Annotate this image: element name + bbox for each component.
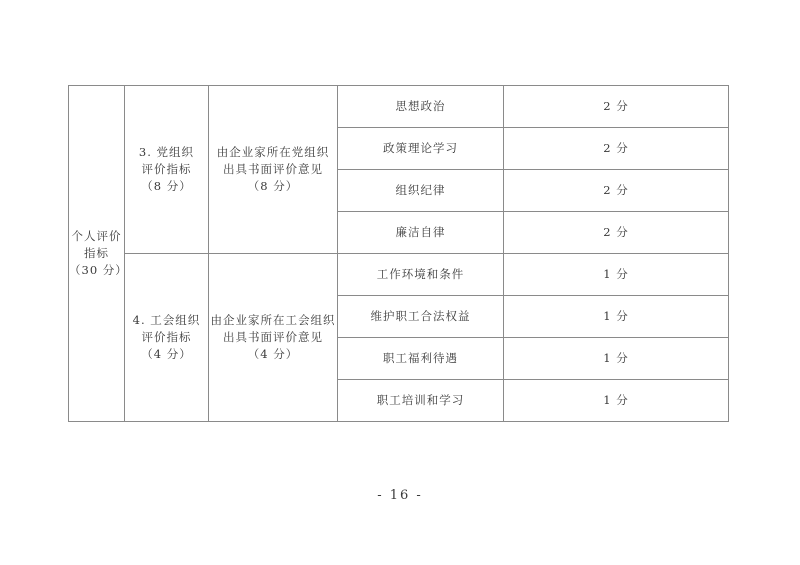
cell-item: 政策理论学习: [338, 128, 504, 170]
cell-score: 2 分: [504, 128, 729, 170]
group-label-line: 个人评价: [71, 229, 122, 243]
page-number: - 16 -: [377, 488, 423, 503]
cell-item: 维护职工合法权益: [338, 296, 504, 338]
group-label-line: 指标: [84, 246, 109, 260]
cell-score: 2 分: [504, 212, 729, 254]
category-label-line: 3. 党组织: [138, 145, 195, 159]
cell-category-labor-union: [125, 254, 209, 422]
table-row: [69, 86, 729, 128]
category-label-line: 评价指标: [141, 330, 192, 344]
evaluation-indicator-table: [68, 85, 729, 422]
category-label-line: 评价指标: [141, 162, 192, 176]
category-label-line: 4. 工会组织: [132, 313, 201, 327]
cell-score: 1 分: [504, 296, 729, 338]
category-label-line: （8 分）: [141, 179, 192, 193]
cell-item: 思想政治: [338, 86, 504, 128]
method-label-line: （4 分）: [247, 347, 299, 361]
cell-item: 组织纪律: [338, 170, 504, 212]
cell-method-party-organization: [209, 86, 338, 254]
cell-category-party-organization: [125, 86, 209, 254]
group-label-line: （30 分）: [69, 263, 128, 277]
cell-item: 廉洁自律: [338, 212, 504, 254]
method-label-line: 出具书面评价意见: [223, 330, 323, 344]
method-label-line: （8 分）: [247, 179, 299, 193]
table-row: [69, 254, 729, 296]
cell-score: 2 分: [504, 170, 729, 212]
cell-score: 1 分: [504, 254, 729, 296]
method-label-line: 由企业家所在党组织: [216, 145, 330, 159]
cell-score: 2 分: [504, 86, 729, 128]
cell-score: 1 分: [504, 338, 729, 380]
category-label-line: （4 分）: [141, 347, 192, 361]
method-label-line: 由企业家所在工会组织: [210, 313, 336, 327]
cell-item: 工作环境和条件: [338, 254, 504, 296]
method-label-line: 出具书面评价意见: [223, 162, 323, 176]
cell-group-personal-indicators: [69, 86, 128, 422]
cell-method-labor-union: [209, 254, 338, 422]
cell-score: 1 分: [504, 380, 729, 422]
cell-item: 职工福利待遇: [338, 338, 504, 380]
cell-item: 职工培训和学习: [338, 380, 504, 422]
